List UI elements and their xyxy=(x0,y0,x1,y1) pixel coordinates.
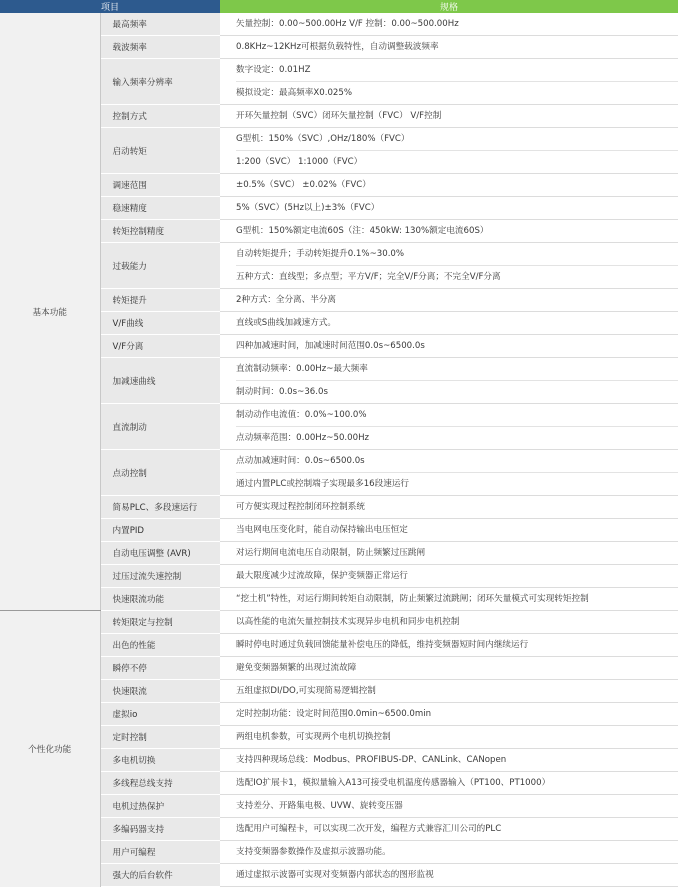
spec-cell xyxy=(220,726,678,749)
table-row xyxy=(0,841,678,864)
table-row xyxy=(0,726,678,749)
spec-line: 模拟设定：最高频率X0.025% xyxy=(236,81,678,104)
table-row xyxy=(0,864,678,887)
item-label: 启动转矩 xyxy=(100,128,220,174)
spec-cell xyxy=(220,588,678,611)
spec-line: 最大限度减少过流故障，保护变频器正常运行 xyxy=(236,571,408,581)
table-row xyxy=(0,496,678,519)
spec-line: G型机：150%（SVC）,OHz/180%（FVC） xyxy=(236,134,410,144)
table-row xyxy=(0,542,678,565)
spec-line: 2种方式：全分离、半分离 xyxy=(236,295,337,305)
spec-line: 点动加减速时间：0.0s~6500.0s xyxy=(236,456,365,466)
spec-cell xyxy=(220,450,678,496)
spec-cell xyxy=(220,358,678,404)
spec-line: 点动频率范围：0.00Hz~50.00Hz xyxy=(236,426,678,449)
spec-line: 支持变频器参数操作及虚拟示波器功能。 xyxy=(236,847,391,857)
spec-line: 定时控制功能：设定时间范围0.0min~6500.0min xyxy=(236,709,432,719)
item-label: V/F分离 xyxy=(100,335,220,358)
table-row xyxy=(0,611,678,634)
spec-line: 瞬时停电时通过负载回馈能量补偿电压的降低，维持变频器短时间内继续运行 xyxy=(236,640,529,650)
spec-line: 以高性能的电流矢量控制技术实现异步电机和同步电机控制 xyxy=(236,617,460,627)
item-label: 点动控制 xyxy=(100,450,220,496)
spec-line: 对运行期间电流电压自动限制，防止频繁过压跳闸 xyxy=(236,548,426,558)
spec-line: 选配IO扩展卡1，模拟量输入A13可接受电机温度传感器输入（PT100、PT1000） xyxy=(236,778,551,788)
spec-line: 支持四种现场总线：Modbus、PROFIBUS-DP、CANLink、CANopen xyxy=(236,755,507,765)
spec-cell xyxy=(220,335,678,358)
spec-cell xyxy=(220,128,678,174)
item-label: 调速范围 xyxy=(100,174,220,197)
spec-cell xyxy=(220,864,678,887)
item-label: 电机过热保护 xyxy=(100,795,220,818)
table-row xyxy=(0,634,678,657)
spec-cell xyxy=(220,680,678,703)
spec-line: 通过虚拟示波器可实现对变频器内部状态的图形监视 xyxy=(236,870,434,880)
table-row xyxy=(0,519,678,542)
item-label: 载波频率 xyxy=(100,36,220,59)
header-item: 项目 xyxy=(0,0,220,13)
spec-cell xyxy=(220,795,678,818)
item-label: 虚拟io xyxy=(100,703,220,726)
table-row xyxy=(0,818,678,841)
item-label: 转矩控制精度 xyxy=(100,220,220,243)
item-label: 稳速精度 xyxy=(100,197,220,220)
spec-line: 五种方式：直线型；多点型；平方V/F；完全V/F分离；不完全V/F分离 xyxy=(236,265,678,288)
spec-line: ±0.5%（SVC） ±0.02%（FVC） xyxy=(236,180,371,190)
spec-cell xyxy=(220,59,678,105)
spec-line: 选配用户可编程卡，可以实现二次开发，编程方式兼容汇川公司的PLC xyxy=(236,824,502,834)
item-label: 多电机切换 xyxy=(100,749,220,772)
item-label: 加减速曲线 xyxy=(100,358,220,404)
spec-cell xyxy=(220,818,678,841)
spec-cell xyxy=(220,13,678,36)
table-row xyxy=(0,358,678,404)
spec-line: 五组虚拟DI/DO,可实现简易逻辑控制 xyxy=(236,686,376,696)
item-label: 出色的性能 xyxy=(100,634,220,657)
spec-line: 自动转矩提升；手动转矩提升0.1%~30.0% xyxy=(236,249,405,259)
section-label: 基本功能 xyxy=(0,13,100,611)
item-label: 输入频率分辨率 xyxy=(100,59,220,105)
spec-line: 避免变频器频繁的出现过流故障 xyxy=(236,663,357,673)
spec-line: 直线或S曲线加减速方式。 xyxy=(236,318,337,328)
spec-cell xyxy=(220,197,678,220)
spec-line: 矢量控制：0.00~500.00Hz V/F 控制：0.00~500.00Hz xyxy=(236,19,459,29)
item-label: 过载能力 xyxy=(100,243,220,289)
table-row xyxy=(0,312,678,335)
spec-line: 制动动作电流值：0.0%~100.0% xyxy=(236,410,367,420)
spec-line: 支持差分、开路集电极、UVW、旋转变压器 xyxy=(236,801,403,811)
spec-cell xyxy=(220,404,678,450)
spec-line: 开环矢量控制（SVC）闭环矢量控制（FVC） V/F控制 xyxy=(236,111,442,121)
spec-cell xyxy=(220,565,678,588)
table-row xyxy=(0,588,678,611)
item-label: 用户可编程 xyxy=(100,841,220,864)
spec-line: 两组电机参数，可实现两个电机切换控制 xyxy=(236,732,391,742)
spec-line: 通过内置PLC或控制端子实现最多16段速运行 xyxy=(236,472,678,495)
table-row xyxy=(0,289,678,312)
spec-cell xyxy=(220,841,678,864)
spec-cell xyxy=(220,749,678,772)
spec-line: 可方便实现过程控制闭环控制系统 xyxy=(236,502,365,512)
table-header xyxy=(0,0,678,13)
spec-cell xyxy=(220,657,678,680)
table-row xyxy=(0,335,678,358)
item-label: 多线程总线支持 xyxy=(100,772,220,795)
table-row xyxy=(0,13,678,36)
table-row xyxy=(0,243,678,289)
table-row xyxy=(0,772,678,795)
table-row xyxy=(0,565,678,588)
item-label: 最高频率 xyxy=(100,13,220,36)
item-label: 内置PID xyxy=(100,519,220,542)
item-label: 瞬停不停 xyxy=(100,657,220,680)
table-row xyxy=(0,795,678,818)
header-spec: 规格 xyxy=(220,0,678,13)
table-row xyxy=(0,174,678,197)
spec-cell xyxy=(220,703,678,726)
item-label: 定时控制 xyxy=(100,726,220,749)
table-row xyxy=(0,105,678,128)
spec-cell xyxy=(220,105,678,128)
item-label: 多编码器支持 xyxy=(100,818,220,841)
table-row xyxy=(0,657,678,680)
spec-line: G型机：150%额定电流60S（注：450kW: 130%额定电流60S） xyxy=(236,226,489,236)
spec-cell xyxy=(220,542,678,565)
item-label: 快速限流功能 xyxy=(100,588,220,611)
spec-cell xyxy=(220,634,678,657)
item-label: 过压过流失速控制 xyxy=(100,565,220,588)
spec-cell xyxy=(220,220,678,243)
spec-cell xyxy=(220,519,678,542)
section-label: 个性化功能 xyxy=(0,611,100,887)
spec-cell xyxy=(220,772,678,795)
item-label: 自动电压调整 (AVR) xyxy=(100,542,220,565)
table-row xyxy=(0,220,678,243)
spec-cell xyxy=(220,611,678,634)
spec-line: 数字设定：0.01HZ xyxy=(236,65,311,75)
spec-line: 当电网电压变化时，能自动保持输出电压恒定 xyxy=(236,525,408,535)
item-label: V/F曲线 xyxy=(100,312,220,335)
spec-line: 1:200（SVC） 1:1000（FVC） xyxy=(236,150,678,173)
table-row xyxy=(0,749,678,772)
item-label: 简易PLC、多段速运行 xyxy=(100,496,220,519)
item-label: 控制方式 xyxy=(100,105,220,128)
spec-line: 0.8KHz~12KHz可根据负载特性，自动调整载波频率 xyxy=(236,42,439,52)
table-row xyxy=(0,450,678,496)
spec-line: 四种加减速时间，加减速时间范围0.0s~6500.0s xyxy=(236,341,425,351)
table-row xyxy=(0,36,678,59)
spec-cell xyxy=(220,312,678,335)
spec-cell xyxy=(220,243,678,289)
spec-line: 5%（SVC）(5Hz以上)±3%（FVC） xyxy=(236,203,380,213)
spec-cell xyxy=(220,174,678,197)
item-label: 转矩提升 xyxy=(100,289,220,312)
item-label: 转矩限定与控制 xyxy=(100,611,220,634)
table-row xyxy=(0,59,678,105)
item-label: 快速限流 xyxy=(100,680,220,703)
spec-line: “挖土机”特性，对运行期间转矩自动限制，防止频繁过流跳闸；闭环矢量模式可实现转矩控制 xyxy=(236,594,589,604)
table-row xyxy=(0,680,678,703)
spec-cell xyxy=(220,36,678,59)
table-row xyxy=(0,404,678,450)
item-label: 直流制动 xyxy=(100,404,220,450)
spec-cell xyxy=(220,496,678,519)
table-row xyxy=(0,703,678,726)
spec-line: 直流制动频率：0.00Hz~最大频率 xyxy=(236,364,368,374)
item-label: 强大的后台软件 xyxy=(100,864,220,887)
spec-cell xyxy=(220,289,678,312)
table-row xyxy=(0,128,678,174)
spec-line: 制动时间：0.0s~36.0s xyxy=(236,380,678,403)
table-row xyxy=(0,197,678,220)
